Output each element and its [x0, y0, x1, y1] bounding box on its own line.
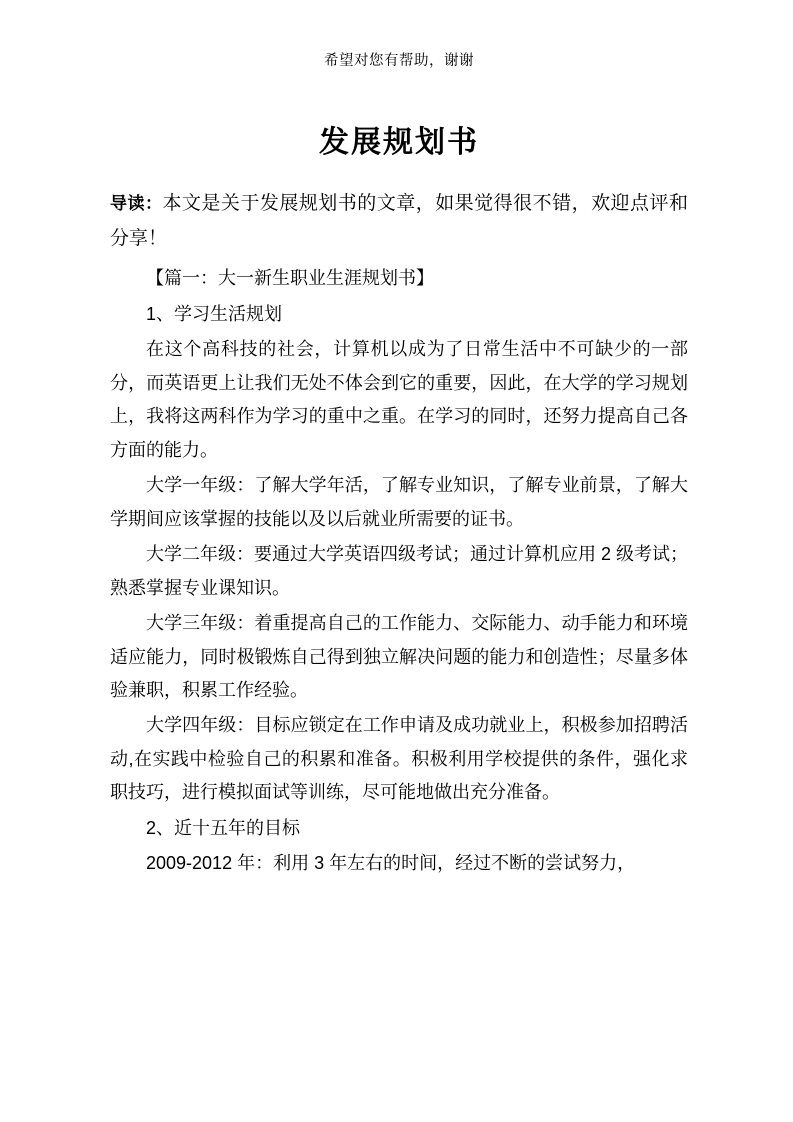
lead-label: 导读：	[110, 194, 163, 214]
document-content	[110, 50, 688, 883]
paragraph-year-2: 大学二年级：要通过大学英语四级考试；通过计算机应用 2 级考试；熟悉掌握专业课知识。	[110, 544, 689, 598]
paragraph-year-3: 大学三年级：着重提高自己的工作能力、交际能力、动手能力和环境适应能力，同时极锻炼自己得到独立解决问题的能力和创造性；尽量多体验兼职，积累工作经验。	[110, 613, 688, 700]
paragraph-section-2: 2、近十五年的目标	[146, 817, 301, 838]
paragraph-year-1: 大学一年级：了解大学年活，了解专业知识，了解专业前景，了解大学期间应该掌握的技能以及以后就业所需要的证书。	[110, 475, 688, 529]
paragraph-chapter-heading: 【篇一：大一新生职业生涯规划书】	[146, 268, 434, 289]
paragraph-body-1: 在这个高科技的社会，计算机以成为了日常生活中不可缺少的一部分，而英语更上让我们无处不体会到它的重要，因此，在大学的学习规划上，我将这两科作为学习的重中之重。在学习的同时，还努力提高自己各方面的能力。	[110, 339, 688, 460]
header-note: 希望对您有帮助，谢谢	[324, 53, 474, 69]
paragraph-year-4: 大学四年级：目标应锁定在工作申请及成功就业上，积极参加招聘活动,在实践中检验自己的积累和准备。积极利用学校提供的条件，强化求职技巧，进行模拟面试等训练，尽可能地做出充分准备。	[110, 715, 688, 803]
paragraph-body-2: 2009-2012 年：利用 3 年左右的时间，经过不断的尝试努力，	[146, 853, 636, 874]
lead-text: 本文是关于发展规划书的文章，如果觉得很不错，欢迎点评和分享！	[110, 193, 688, 249]
paragraph-section-1: 1、学习生活规划	[146, 303, 283, 324]
lead-paragraph	[110, 187, 688, 256]
page-title: 发展规划书	[319, 126, 479, 160]
